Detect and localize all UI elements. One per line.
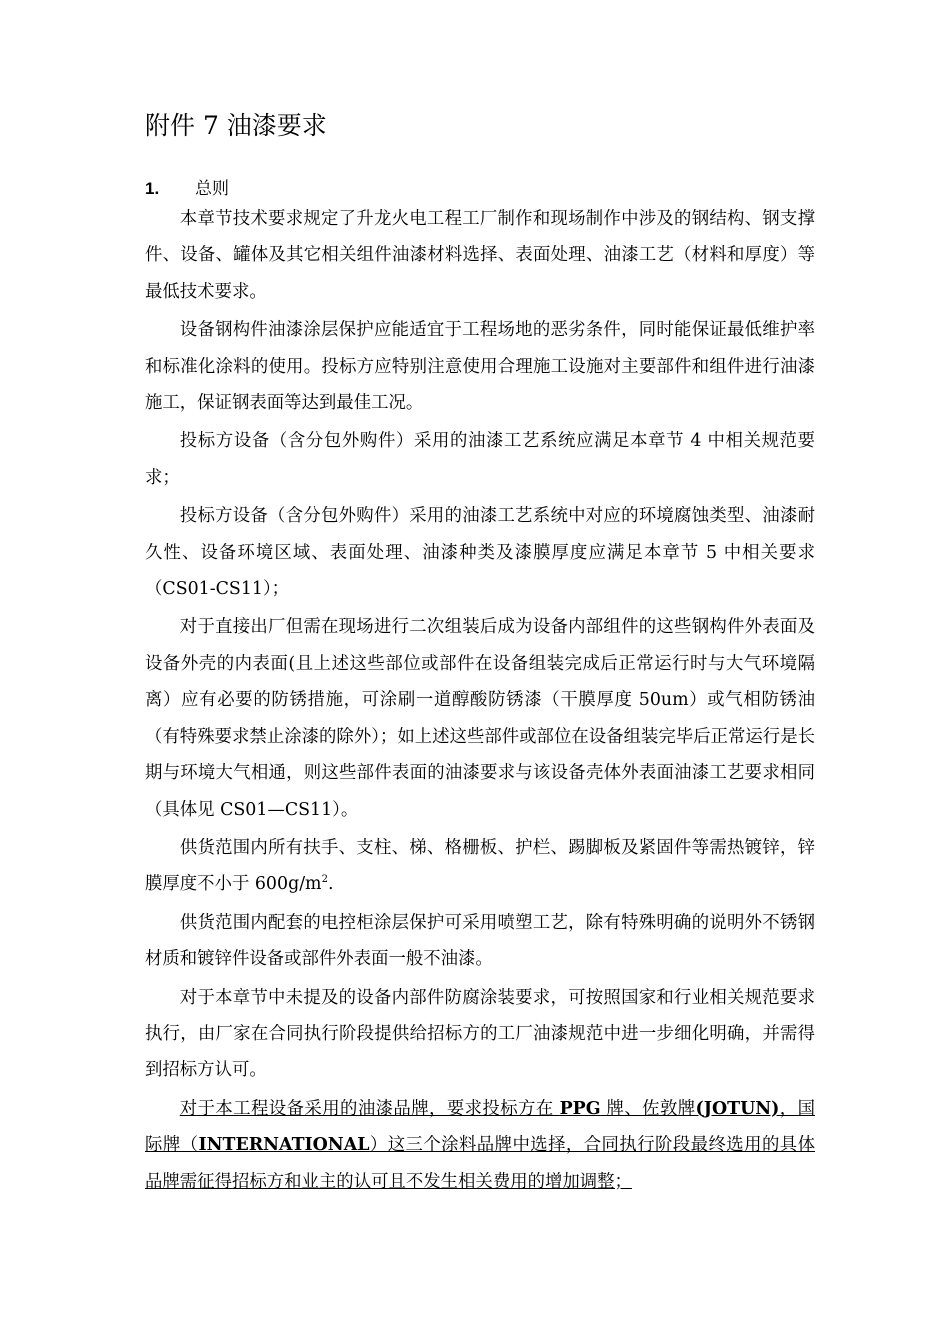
paragraph: 设备钢构件油漆涂层保护应能适宜于工程场地的恶劣条件，同时能保证最低维护率和标准化涂料的使用。投标方应特别注意使用合理施工设施对主要部件和组件进行油漆施工，保证钢表面等达到最佳工况。 xyxy=(145,320,815,414)
document-title: 附件 7 油漆要求 xyxy=(145,111,327,140)
brand-jotun: (JOTUN) xyxy=(695,1098,780,1119)
brand-text: 对于本工程设备采用的油漆品牌，要求投标方在 xyxy=(179,1098,560,1119)
paragraph: 对于直接出厂但需在现场进行二次组装后成为设备内部组件的这些钢构件外表面及设备外壳的内表面(且上述这些部位或部件在设备组装完成后正常运行时与大气环境隔离）应有必要的防锈措施，可涂刷一道醇酸防锈漆（干膜厚度 50um）或气相防锈油（有特殊要求禁止涂漆的除外）；如上述这些部件或部位在设备组装完毕后正常运行是长期与环境大气相通，则这些部件表面的油漆要求与该设备壳体外表面油漆工艺要求相同（具体见 CS01—CS11）。 xyxy=(145,617,815,820)
galvanize-text: 供货范围内所有扶手、支柱、梯、格栅板、护栏、踢脚板及紧固件等需热镀锌，锌膜厚度不小于 600g/m xyxy=(145,837,815,895)
brand-text: ）这三个涂料品牌中选择，合同执行阶段最终选用的具体品牌需征得招标方和业主的认可且不发生相关费用的增加调整； xyxy=(145,1135,815,1192)
brand-text: ，国际牌（ xyxy=(145,1098,815,1156)
brand-international: INTERNATIONAL xyxy=(198,1135,370,1156)
paragraph: 对于本章节中未提及的设备内部件防腐涂装要求，可按照国家和行业相关规范要求执行，由厂家在合同执行阶段提供给招标方的工厂油漆规范中进一步细化明确，并需得到招标方认可。 xyxy=(145,987,815,1081)
paragraph: 本章节技术要求规定了升龙火电工程工厂制作和现场制作中涉及的钢结构、钢支撑件、设备、罐体及其它相关组件油漆材料选择、表面处理、油漆工艺（材料和厚度）等最低技术要求。 xyxy=(145,209,815,302)
paragraph: 投标方设备（含分包外购件）采用的油漆工艺系统中对应的环境腐蚀类型、油漆耐久性、设备环境区域、表面处理、油漆种类及漆膜厚度应满足本章节 5 中相关要求（CS01-CS11）； xyxy=(145,506,815,600)
section-heading xyxy=(145,174,229,204)
galvanize-paragraph xyxy=(145,830,815,903)
brand-paragraph xyxy=(145,1091,815,1200)
galvanize-end: . xyxy=(327,874,334,895)
paragraph: 投标方设备（含分包外购件）采用的油漆工艺系统应满足本章节 4 中相关规范要求； xyxy=(145,431,815,488)
document-body xyxy=(145,201,815,1200)
brand-ppg: PPG xyxy=(559,1098,601,1119)
paragraph: 供货范围内配套的电控柜涂层保护可采用喷塑工艺，除有特殊明确的说明外不锈钢材质和镀锌件设备或部件外表面一般不油漆。 xyxy=(145,912,815,970)
section-number: 1. xyxy=(145,179,160,198)
section-title: 总则 xyxy=(195,179,229,199)
brand-text: 牌、佐敦牌 xyxy=(600,1098,696,1119)
superscript: 2 xyxy=(321,874,328,886)
